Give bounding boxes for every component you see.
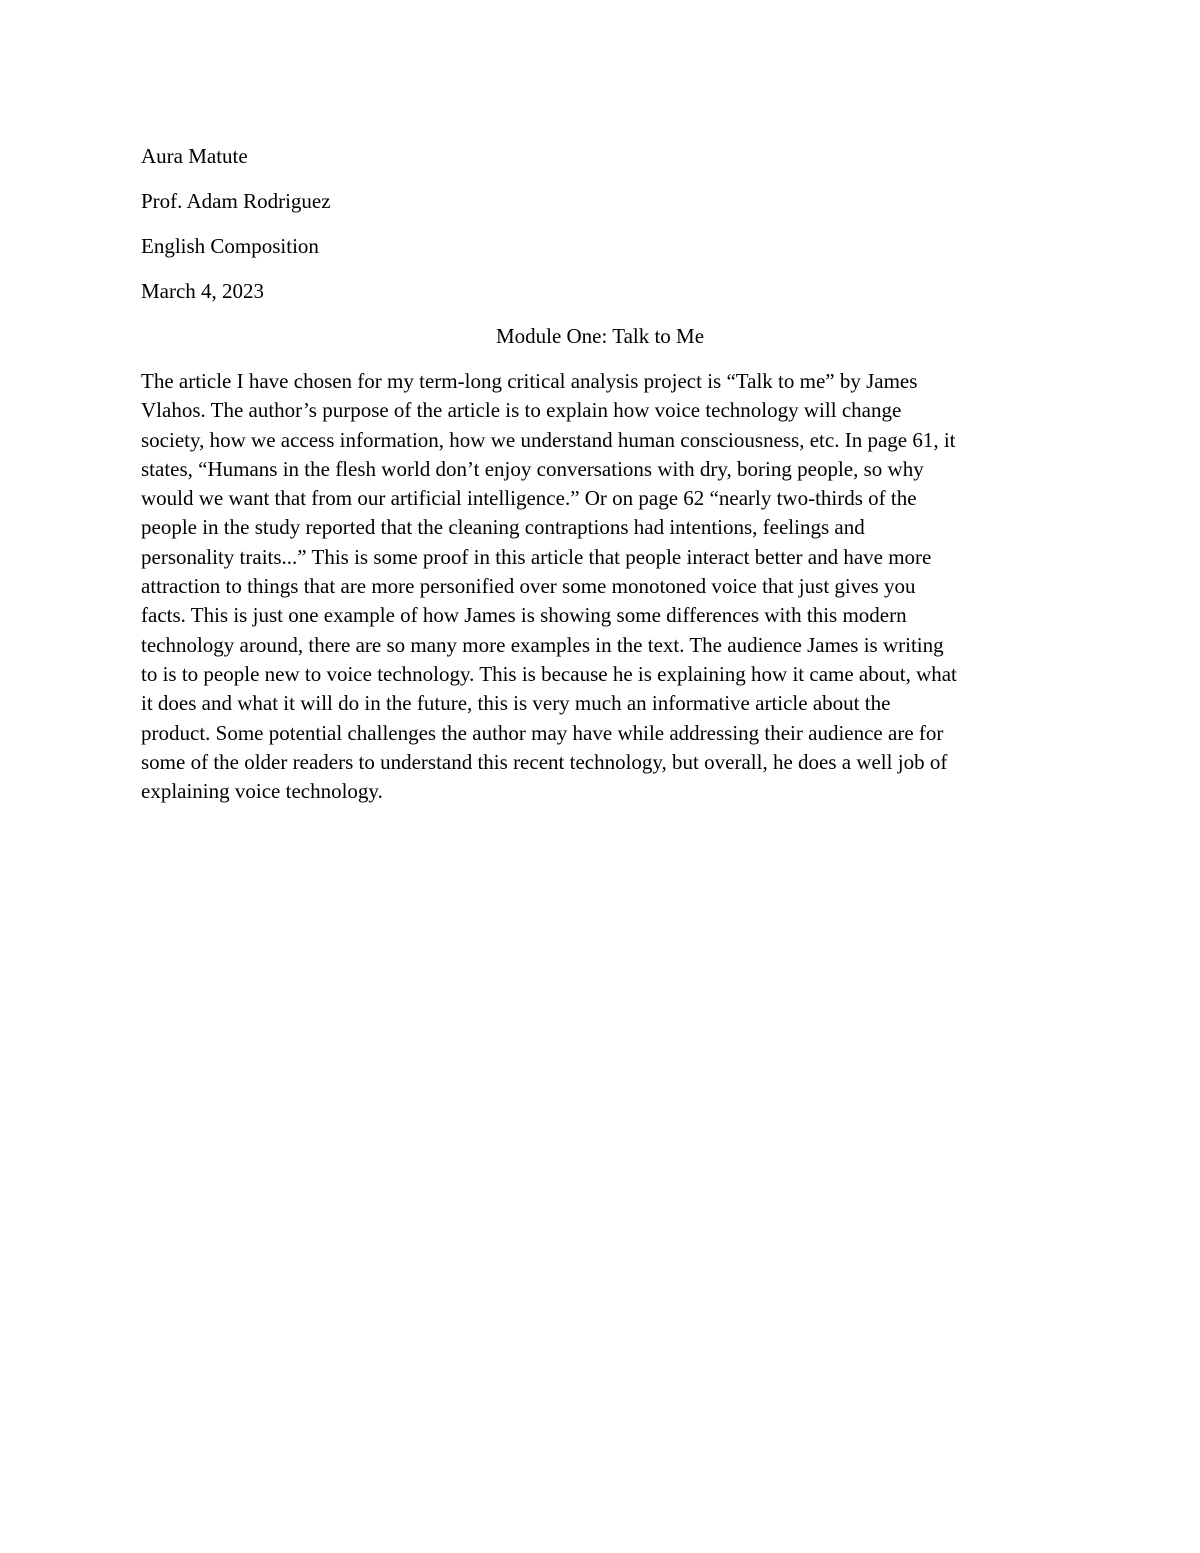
body-paragraph [141,367,1059,806]
body-line: states, “Humans in the flesh world don’t enjoy conversations with dry, boring people, so why [141,456,924,481]
author-name: Aura Matute [141,144,248,168]
body-line: personality traits...” This is some proof in this article that people interact better and have more [141,544,932,569]
body-line: some of the older readers to understand this recent technology, but overall, he does a well job of [141,749,948,774]
document-title: Module One: Talk to Me [495,324,705,348]
body-line: would we want that from our artificial intelligence.” Or on page 62 “nearly two-thirds of the [141,486,917,511]
body-line: product. Some potential challenges the author may have while addressing their audience are for [141,720,944,745]
body-line: people in the study reported that the cleaning contraptions had intentions, feelings and [141,515,865,540]
course-name: English Composition [141,234,319,258]
body-line: to is to people new to voice technology. This is because he is explaining how it came about, what [141,661,957,686]
body-line: technology around, there are so many more examples in the text. The audience James is writing [141,632,944,657]
professor-name: Prof. Adam Rodriguez [141,189,331,213]
body-line: explaining voice technology. [141,779,383,804]
header-block [141,142,1061,322]
document-date: March 4, 2023 [141,279,265,303]
body-line: society, how we access information, how we understand human consciousness, etc. In page 61, it [141,427,956,452]
body-line: it does and what it will do in the future, this is very much an informative article about the [141,691,891,716]
body-line: Vlahos. The author’s purpose of the article is to explain how voice technology will change [141,398,902,423]
body-line: attraction to things that are more personified over some monotoned voice that just gives you [141,574,916,599]
body-line: facts. This is just one example of how James is showing some differences with this modern [141,603,907,628]
body-line: The article I have chosen for my term-long critical analysis project is “Talk to me” by James [141,369,918,393]
